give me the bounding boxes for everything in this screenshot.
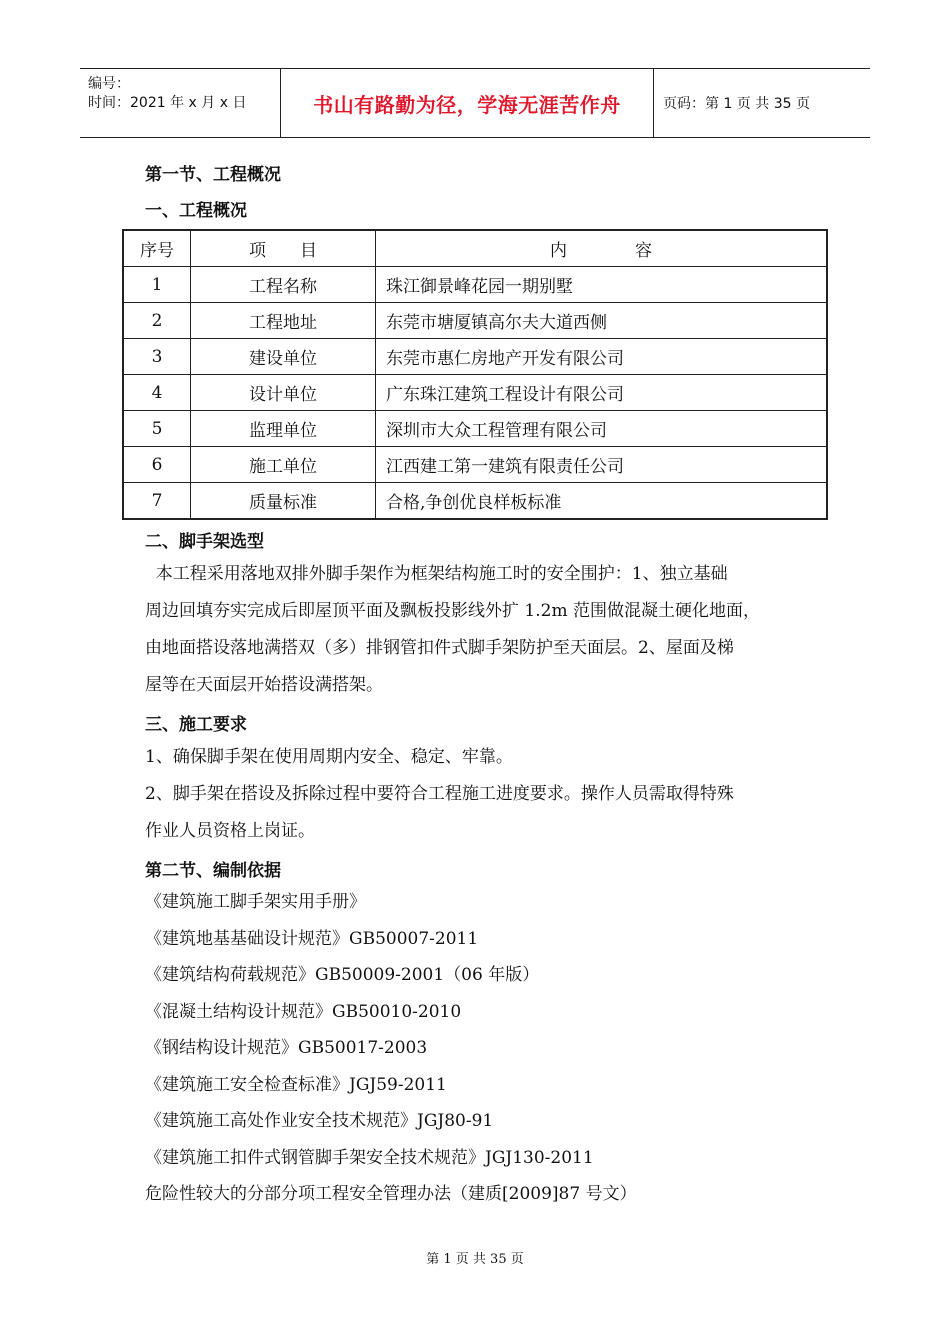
row-item: 质量标准 [191, 483, 376, 520]
sub1-title: 一、工程概况 [145, 201, 247, 221]
paragraph-line: 1、确保脚手架在使用周期内安全、稳定、牢靠。 [145, 747, 513, 767]
paragraph-line: 屋等在天面层开始搭设满搭架。 [145, 675, 383, 695]
reference-list [145, 884, 825, 1213]
list-item: 《钢结构设计规范》GB50017-2003 [145, 1038, 428, 1058]
header-cell: 内 容 [376, 230, 828, 267]
header-meta [80, 69, 280, 137]
table-row [123, 375, 827, 411]
page-footer: 第 1 页 共 35 页 [426, 1252, 524, 1267]
list-item: 《建筑施工扣件式钢管脚手架安全技术规范》JGJ130-2011 [145, 1147, 594, 1168]
header-cell: 序号 [123, 230, 191, 267]
paragraph-line: 由地面搭设落地满搭双（多）排钢管扣件式脚手架防护至天面层。2、屋面及梯 [145, 638, 734, 658]
row-item: 施工单位 [191, 447, 376, 483]
header-page-info: 页码：第 1 页 共 35 页 [663, 96, 810, 112]
table-row [123, 483, 827, 520]
table-row [123, 411, 827, 447]
row-item: 监理单位 [191, 411, 376, 447]
paragraph-line: 本工程采用落地双排外脚手架作为框架结构施工时的安全围护：1、独立基础 [145, 564, 728, 584]
list-item: 《建筑施工脚手架实用手册》 [145, 892, 366, 912]
list-item: 《建筑施工安全检查标准》JGJ59-2011 [145, 1074, 447, 1095]
section1-title: 第一节、工程概况 [145, 165, 281, 185]
row-content: 江西建工第一建筑有限责任公司 [376, 447, 828, 483]
paragraph-line: 作业人员资格上岗证。 [145, 821, 315, 841]
row-item: 建设单位 [191, 339, 376, 375]
paragraph-line: 周边回填夯实完成后即屋顶平面及飘板投影线外扩 1.2m 范围做混凝土硬化地面， [145, 601, 760, 621]
row-number: 2 [123, 303, 191, 339]
row-number: 3 [123, 339, 191, 375]
row-number: 6 [123, 447, 191, 483]
list-item: 危险性较大的分部分项工程安全管理办法（建质[2009]87 号文） [145, 1184, 637, 1204]
sub2-body [145, 556, 825, 704]
row-number: 1 [123, 267, 191, 303]
row-number: 4 [123, 375, 191, 411]
row-content: 东莞市惠仁房地产开发有限公司 [376, 339, 828, 375]
row-content: 东莞市塘厦镇高尔夫大道西侧 [376, 303, 828, 339]
list-item: 《建筑结构荷载规范》GB50009-2001（06 年版） [145, 965, 540, 985]
row-number: 7 [123, 483, 191, 520]
table-row [123, 447, 827, 483]
page-header [80, 68, 870, 138]
row-item: 工程名称 [191, 267, 376, 303]
row-content: 深圳市大众工程管理有限公司 [376, 411, 828, 447]
list-item: 《建筑施工高处作业安全技术规范》JGJ80-91 [145, 1111, 494, 1131]
number-label: 编号： [88, 76, 130, 92]
table-row [123, 339, 827, 375]
date-label: 时间：2021 年 x 月 x 日 [88, 95, 247, 111]
section2-title: 第二节、编制依据 [145, 861, 281, 881]
row-content: 珠江御景峰花园一期别墅 [376, 267, 828, 303]
row-number: 5 [123, 411, 191, 447]
row-content: 广东珠江建筑工程设计有限公司 [376, 375, 828, 411]
list-item: 《混凝土结构设计规范》GB50010-2010 [145, 1001, 462, 1022]
table-row [123, 267, 827, 303]
project-info-table [122, 229, 828, 520]
row-content: 合格,争创优良样板标准 [376, 483, 828, 520]
list-item: 《建筑地基基础设计规范》GB50007-2011 [145, 928, 479, 949]
table-header-row [123, 230, 827, 267]
sub2-title: 二、脚手架选型 [145, 532, 264, 552]
header-cell: 项 目 [191, 230, 376, 267]
sub3-title: 三、施工要求 [145, 715, 247, 735]
row-item: 设计单位 [191, 375, 376, 411]
paragraph-line: 2、脚手架在搭设及拆除过程中要符合工程施工进度要求。操作人员需取得特殊 [145, 784, 734, 804]
row-item: 工程地址 [191, 303, 376, 339]
table-row [123, 303, 827, 339]
sub3-body [145, 739, 825, 850]
header-motto: 书山有路勤为径，学海无涯苦作舟 [280, 69, 654, 137]
